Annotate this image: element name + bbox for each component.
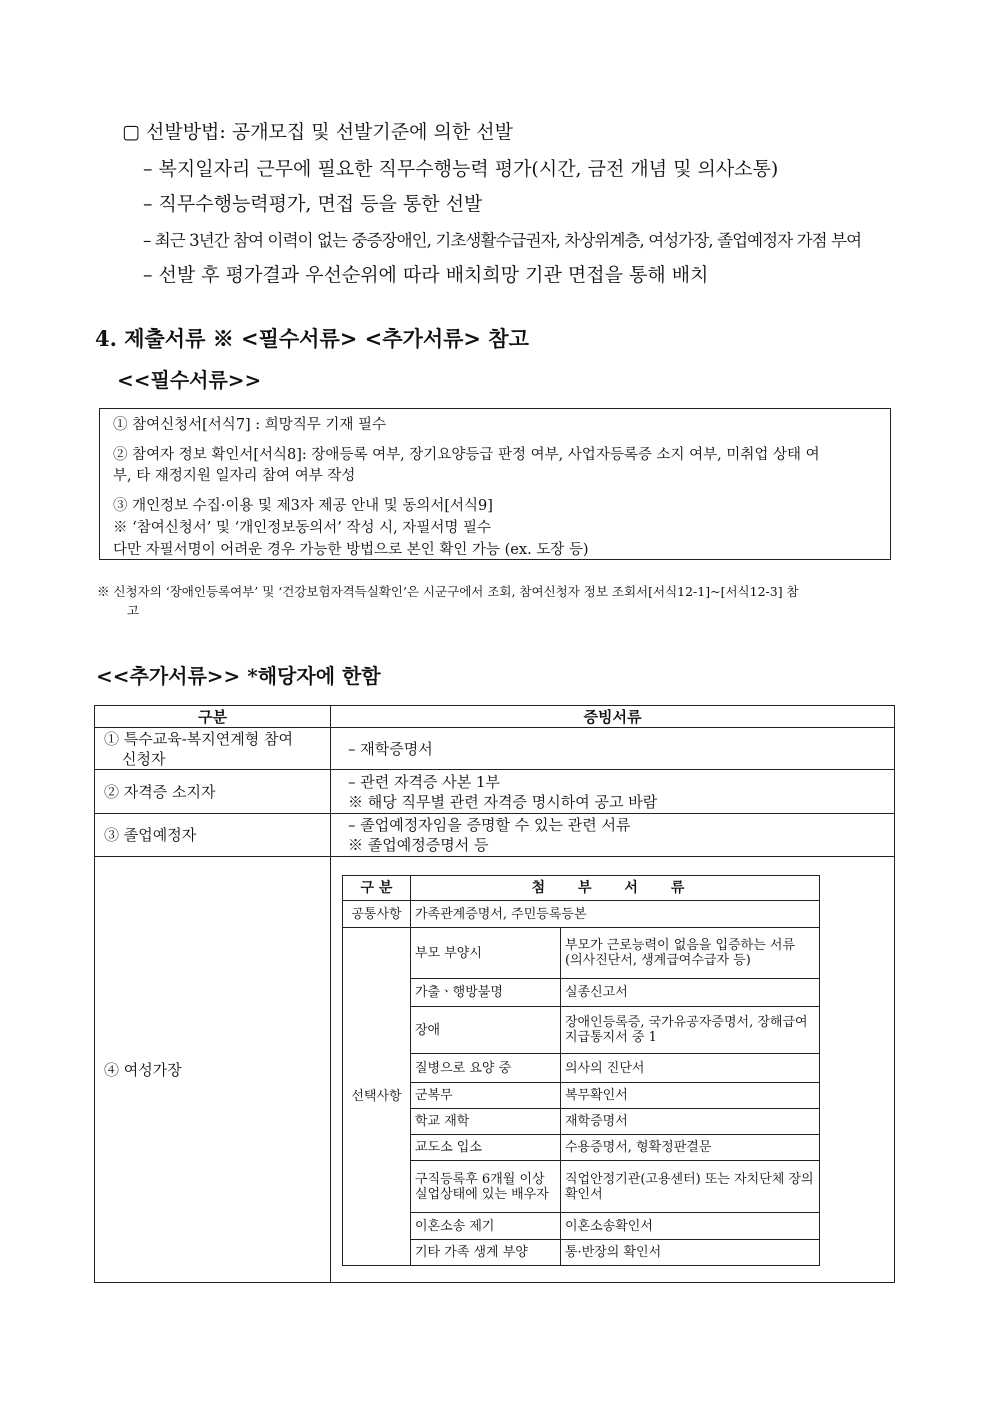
lookup-note: ※ 신청자의 ‘장애인등록여부’ 및 ‘건강보험자격득실확인’은 시군구에서 조회, 참여신청자 정보 조회서[서식12-1]~[서식12-3] 참 [97, 584, 799, 599]
common-label: 공통사항 [343, 901, 411, 928]
table-row [95, 728, 895, 770]
female-head-docs-table [342, 875, 820, 1266]
required-doc-line: ※ ‘참여신청서’ 및 ‘개인정보동의서’ 작성 시, 자필서명 필수 [113, 520, 491, 536]
docs-cell: 복무확인서 [561, 1083, 820, 1109]
evidence-text: ※ 해당 직무별 관련 자격증 명시하여 공고 바람 [348, 792, 658, 811]
case-cell: 부모 부양시 [411, 928, 561, 979]
docs-cell: 이혼소송확인서 [561, 1213, 820, 1240]
case-cell: 구직등록후 6개월 이상 실업상태에 있는 배우자 [411, 1161, 561, 1213]
evidence-cell [331, 770, 895, 814]
docs-cell: 통·반장의 확인서 [561, 1240, 820, 1266]
table-row [95, 770, 895, 814]
inner-row [343, 1240, 820, 1266]
evidence-text: – 관련 자격증 사본 1부 [348, 772, 501, 791]
docs-cell: 장애인등록증, 국가유공자증명서, 장해급여지급통지서 중 1 [561, 1007, 820, 1054]
inner-header-row [343, 876, 820, 901]
inner-header-docs: 첨 부 서 류 [411, 876, 820, 901]
docs-cell: 실종신고서 [561, 979, 820, 1007]
case-cell: 이혼소송 제기 [411, 1213, 561, 1240]
case-cell: 장애 [411, 1007, 561, 1054]
inner-row [343, 1161, 820, 1213]
table-header-row [95, 706, 895, 728]
table-row [95, 814, 895, 857]
additional-docs-table [94, 705, 895, 1283]
evidence-cell [331, 728, 895, 770]
required-doc-line: ② 참여자 정보 확인서[서식8]: 장애등록 여부, 장기요양등급 판정 여부, 사업자등록증 소지 여부, 미취업 상태 여 [113, 447, 820, 463]
required-docs-title: <<필수서류>> [117, 368, 262, 392]
inner-header-category: 구 분 [343, 876, 411, 901]
header-evidence: 증빙서류 [331, 706, 895, 728]
inner-row [343, 928, 820, 979]
inner-row [343, 1007, 820, 1054]
required-doc-line: 부, 타 재정지원 일자리 참여 여부 작성 [113, 468, 356, 484]
case-cell: 질병으로 요양 중 [411, 1054, 561, 1083]
required-docs-box [99, 408, 891, 560]
category-text: ② 자격증 소지자 [104, 782, 216, 801]
common-docs: 가족관계증명서, 주민등록등본 [411, 901, 820, 928]
category-cell [95, 814, 331, 857]
case-cell: 교도소 입소 [411, 1135, 561, 1161]
docs-cell: 부모가 근로능력이 없음을 입증하는 서류 (의사진단서, 생계급여수급자 등) [561, 928, 820, 979]
table-row-female-head [95, 857, 895, 1283]
evidence-cell [331, 814, 895, 857]
header-category: 구분 [95, 706, 331, 728]
category-text: ① 특수교육-복지연계형 참여 [104, 729, 293, 748]
inner-row [343, 1135, 820, 1161]
category-cell [95, 857, 331, 1283]
category-cell [95, 728, 331, 770]
evidence-cell [331, 857, 895, 1283]
evidence-text: – 졸업예정자임을 증명할 수 있는 관련 서류 [348, 816, 631, 834]
docs-cell: 재학증명서 [561, 1109, 820, 1135]
lookup-note-cont: 고 [127, 603, 140, 618]
inner-row [343, 1054, 820, 1083]
category-cell [95, 770, 331, 814]
selection-method-heading: ▢ 선발방법: 공개모집 및 선발기준에 의한 선발 [122, 121, 513, 143]
required-doc-line: ① 참여신청서[서식7] : 희망직무 기재 필수 [113, 417, 387, 433]
category-text: 신청자 [122, 749, 166, 768]
case-cell: 가출ㆍ행방불명 [411, 979, 561, 1007]
inner-row [343, 1109, 820, 1135]
case-cell: 군복무 [411, 1083, 561, 1109]
selection-item-4: – 선발 후 평가결과 우선순위에 따라 배치희망 기관 면접을 통해 배치 [143, 264, 709, 286]
inner-row [343, 979, 820, 1007]
evidence-text: – 재학증명서 [348, 739, 433, 758]
category-text: ③ 졸업예정자 [104, 826, 197, 844]
selection-item-3: – 최근 3년간 참여 이력이 없는 중증장애인, 기초생활수급권자, 차상위계층, 여성가장, 졸업예정자 가점 부여 [143, 231, 862, 250]
optional-label: 선택사항 [343, 928, 411, 1266]
docs-cell: 수용증명서, 형확정판결문 [561, 1135, 820, 1161]
selection-item-2: – 직무수행능력평가, 면접 등을 통한 선발 [143, 193, 483, 215]
evidence-text: ※ 졸업예정증명서 등 [348, 836, 489, 854]
inner-row [343, 901, 820, 928]
category-text: ④ 여성가장 [104, 1060, 182, 1079]
required-doc-line: ③ 개인정보 수집·이용 및 제3자 제공 안내 및 동의서[서식9] [113, 498, 493, 514]
case-cell: 학교 재학 [411, 1109, 561, 1135]
inner-row [343, 1213, 820, 1240]
inner-row [343, 1083, 820, 1109]
case-cell: 기타 가족 생계 부양 [411, 1240, 561, 1266]
docs-cell: 직업안정기관(고용센터) 또는 자치단체 장의 확인서 [561, 1161, 820, 1213]
selection-item-1: – 복지일자리 근무에 필요한 직무수행능력 평가(시간, 금전 개념 및 의사소통) [143, 158, 779, 180]
required-doc-line: 다만 자필서명이 어려운 경우 가능한 방법으로 본인 확인 가능 (ex. 도장 등) [113, 542, 589, 558]
section-4-title: 4. 제출서류 ※ <필수서류> <추가서류> 참고 [95, 326, 529, 351]
additional-docs-title: <<추가서류>> *해당자에 한함 [96, 664, 381, 688]
docs-cell: 의사의 진단서 [561, 1054, 820, 1083]
